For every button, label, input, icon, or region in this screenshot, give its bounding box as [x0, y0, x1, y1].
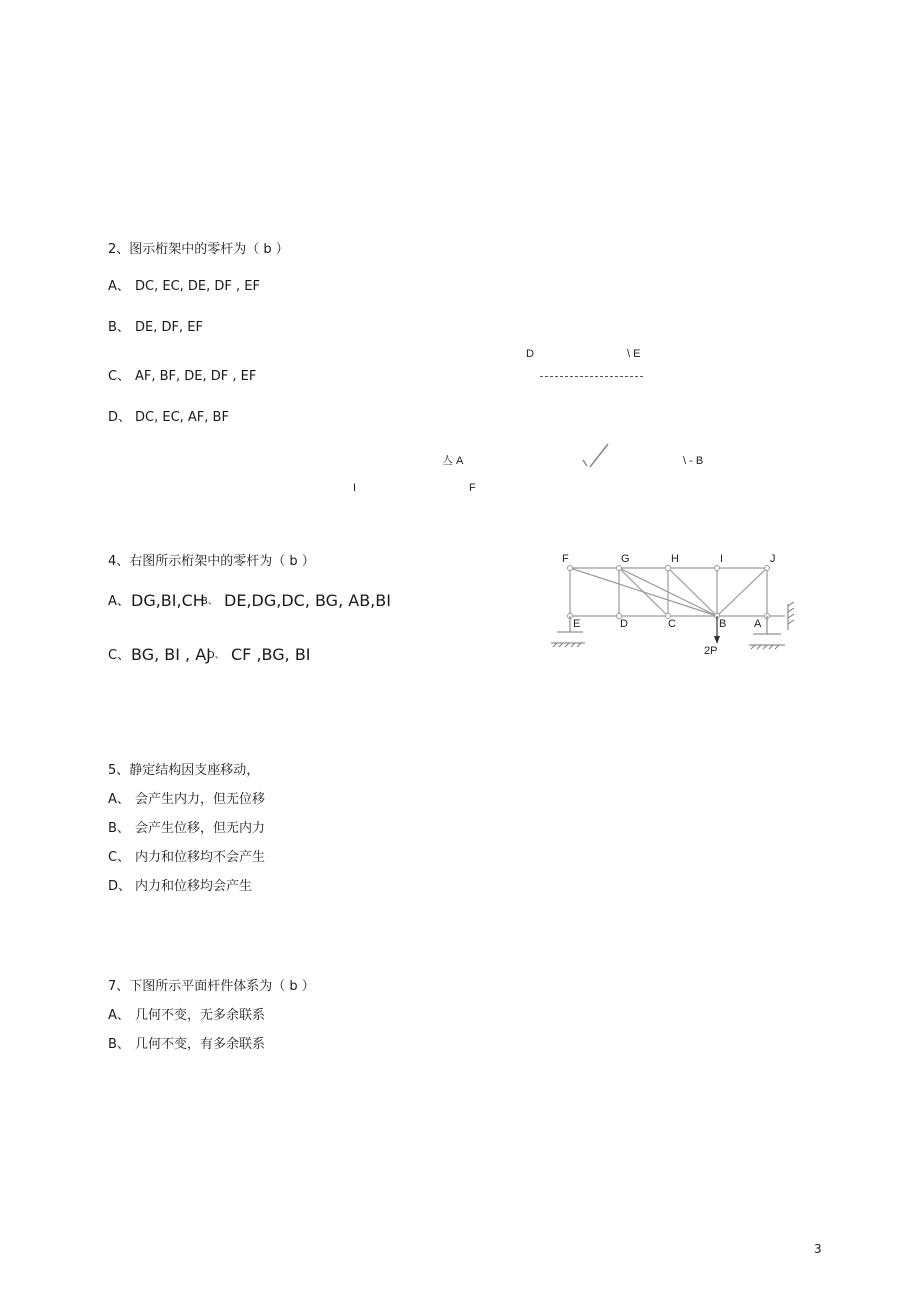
q2-fig-label-i: I	[353, 482, 357, 494]
q4-node-b: B	[719, 618, 727, 630]
q5-option-a-key: A、	[108, 792, 130, 807]
q5-option-b-text: 会产生位移，但无内力	[135, 821, 266, 836]
q2-option-d-text: DC, EC, AF, BF	[135, 410, 229, 425]
q2-option-b-text: DE, DF, EF	[135, 320, 203, 335]
q2-option-b-key: B、	[108, 320, 130, 335]
q2-option-a-key: A、	[108, 279, 130, 294]
q4-node-d: D	[620, 618, 628, 630]
q4-node-g: G	[621, 553, 630, 565]
q2-fig-label-d: D	[526, 348, 534, 360]
q4-option-b-key: B、	[201, 596, 218, 607]
q4-node-a: A	[754, 618, 762, 630]
q2-option-c-key: C、	[108, 369, 131, 384]
q5-option-d-text: 内力和位移均会产生	[135, 879, 253, 894]
q4-option-c-text: BG, BI , AJ	[131, 645, 211, 664]
q5-option-b-key: B、	[108, 821, 130, 836]
q5-option-c-key: C、	[108, 850, 131, 865]
q4-load-label: 2P	[704, 645, 718, 657]
q5-option-a-text: 会产生内力，但无位移	[135, 792, 266, 807]
q5-option-c-text: 内力和位移均不会产生	[135, 850, 266, 865]
q4-option-a-text: DG,BI,CH	[131, 591, 205, 610]
q4-option-d-key: D、	[207, 650, 225, 661]
q4-node-h: H	[671, 553, 679, 565]
q2-fig-label-a: 亼 A	[442, 455, 464, 467]
q4-option-c-key: C、	[108, 648, 131, 663]
q4-node-i: I	[720, 553, 724, 565]
q7-title: 7、下图所示平面杆件体系为（ b ）	[108, 979, 315, 994]
q4-option-d-text: CF ,BG, BI	[231, 645, 311, 664]
q5-title: 5、静定结构因支座移动，	[108, 763, 260, 778]
q4-option-a-key: A、	[108, 594, 130, 609]
q2-fig-label-b: \ - B	[683, 455, 704, 467]
q2-title: 2、图示桁架中的零杆为（ b ）	[108, 242, 289, 257]
q7-option-a-key: A、	[108, 1008, 130, 1023]
q2-fig-dashed-member	[540, 376, 643, 377]
q7-option-b-text: 几何不变，有多余联系	[135, 1037, 266, 1052]
q4-node-c: C	[668, 618, 676, 630]
q2-fig-label-f: F	[469, 482, 476, 494]
q4-node-f: F	[562, 553, 569, 565]
q2-option-d-key: D、	[108, 410, 132, 425]
q2-fig-diagonal-member	[580, 440, 620, 472]
q2-option-c-text: AF, BF, DE, DF , EF	[135, 369, 257, 384]
q4-node-e: E	[573, 618, 581, 630]
q4-node-j: J	[770, 553, 776, 565]
q7-option-a-text: 几何不变，无多余联系	[135, 1008, 266, 1023]
q5-option-d-key: D、	[108, 879, 132, 894]
q4-title: 4、右图所示桁架中的零杆为（ b ）	[108, 554, 315, 569]
q2-option-a-text: DC, EC, DE, DF , EF	[135, 279, 260, 294]
q4-option-b-text: DE,DG,DC, BG, AB,BI	[224, 591, 391, 610]
q7-option-b-key: B、	[108, 1037, 130, 1052]
q2-fig-label-e: \ E	[627, 348, 641, 360]
page-number: 3	[814, 1242, 822, 1256]
